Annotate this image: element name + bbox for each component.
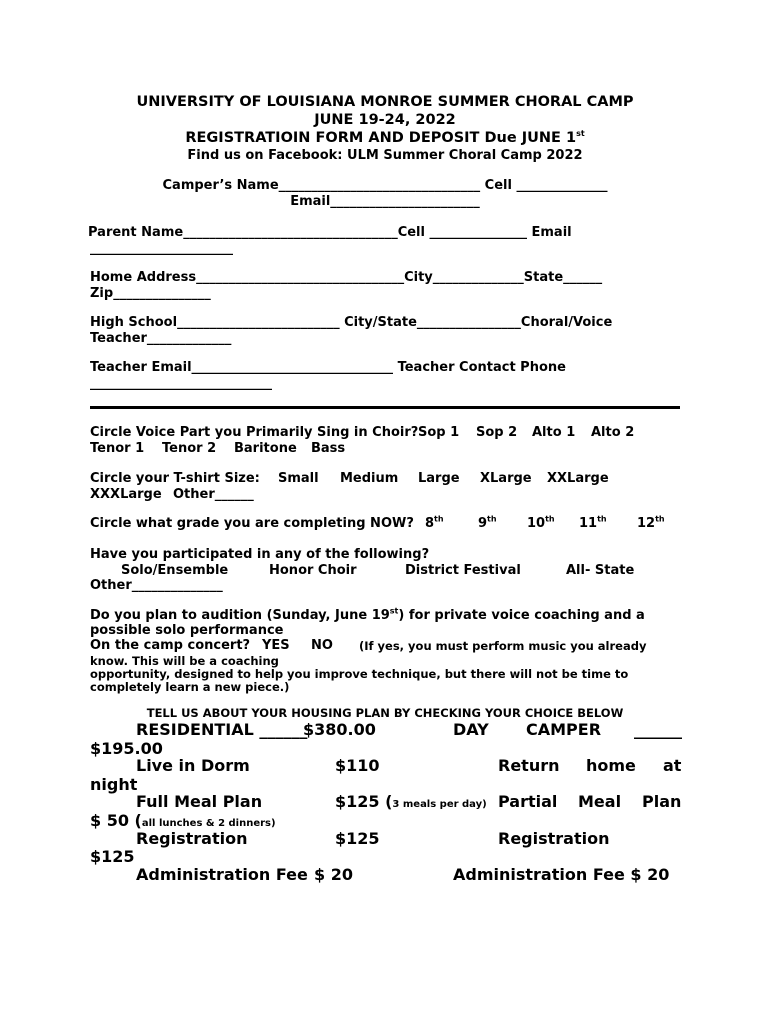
teacher-field[interactable]: Teacher_____________: [90, 331, 232, 346]
tshirt-option-xlarge[interactable]: XLarge: [480, 471, 532, 486]
participation-option-district[interactable]: District Festival: [405, 563, 521, 578]
day-camper-price: $195.00: [90, 739, 163, 758]
day-camper-label-camper: CAMPER: [526, 720, 602, 739]
tshirt-option-other[interactable]: Other______: [173, 487, 254, 502]
zip-field[interactable]: Zip_______________: [90, 286, 211, 301]
voice-option-tenor1[interactable]: Tenor 1: [90, 441, 145, 456]
tshirt-option-xxlarge[interactable]: XXLarge: [547, 471, 609, 486]
parent-email-field[interactable]: ______________________: [90, 241, 233, 256]
registration-price: $125: [335, 829, 380, 848]
participation-option-other[interactable]: Other______________: [90, 578, 223, 593]
audition-question-concert: On the camp concert?: [90, 638, 251, 653]
day-camper-option[interactable]: ______: [634, 720, 682, 739]
day-camper-label-day: DAY: [453, 720, 489, 739]
return-home-word-1: Return: [498, 756, 560, 775]
administration-fee-label: Administration Fee: [136, 865, 308, 884]
grade-prompt: Circle what grade you are completing NOW?: [90, 516, 414, 531]
teacher-email-field[interactable]: Teacher Email_______________________________ Teacher Contact Phone: [90, 360, 566, 375]
camp-title: UNIVERSITY OF LOUISIANA MONROE SUMMER CHORAL CAMP: [136, 94, 634, 110]
voice-part-prompt: Circle Voice Part you Primarily Sing in Choir?: [90, 425, 419, 440]
participation-option-solo[interactable]: Solo/Ensemble: [121, 563, 229, 578]
facebook-note: Find us on Facebook: ULM Summer Choral Camp 2022: [187, 148, 583, 163]
audition-no-option[interactable]: NO: [311, 638, 333, 653]
partial-meal-word-1: Partial: [498, 792, 558, 811]
grade-option-9[interactable]: 9th: [478, 514, 497, 531]
tshirt-option-medium[interactable]: Medium: [340, 471, 399, 486]
audition-note-line3: opportunity, designed to help you improve technique, but there will not be time to: [90, 667, 629, 681]
audition-note-line4: completely learn a new piece.): [90, 680, 290, 694]
return-home-night: night: [90, 775, 138, 794]
return-home-word-2: home: [586, 756, 636, 775]
teacher-phone-field[interactable]: ____________________________: [90, 376, 272, 391]
voice-option-alto1[interactable]: Alto 1: [532, 425, 576, 440]
grade-option-12[interactable]: 12th: [637, 514, 665, 531]
participation-prompt: Have you participated in any of the following?: [90, 547, 430, 562]
grade-option-10[interactable]: 10th: [527, 514, 555, 531]
audition-note-line2: know. This will be a coaching: [90, 654, 279, 668]
residential-option[interactable]: RESIDENTIAL ______: [136, 720, 308, 739]
live-in-dorm-price: $110: [335, 756, 380, 775]
full-meal-plan-label: Full Meal Plan: [136, 792, 263, 811]
voice-option-bass[interactable]: Bass: [311, 441, 346, 456]
administration-fee-price: $ 20: [314, 865, 353, 884]
camper-name-field[interactable]: Camper’s Name_______________________________ Cell ______________: [162, 178, 608, 193]
voice-option-baritone[interactable]: Baritone: [234, 441, 297, 456]
tshirt-option-small[interactable]: Small: [278, 471, 319, 486]
tshirt-option-xxxlarge[interactable]: XXXLarge: [90, 487, 162, 502]
audition-yes-option[interactable]: YES: [262, 638, 290, 653]
full-meal-plan-price: $125 (3 meals per day): [335, 792, 487, 811]
administration-fee-day: Administration Fee $ 20: [453, 865, 670, 884]
form-title: REGISTRATIOIN FORM AND DEPOSIT Due JUNE 1st: [185, 129, 585, 146]
voice-option-alto2[interactable]: Alto 2: [591, 425, 635, 440]
residential-price: $380.00: [303, 720, 376, 739]
partial-meal-word-3: Plan: [642, 792, 682, 811]
grade-option-8[interactable]: 8th: [425, 514, 444, 531]
participation-option-honor-choir[interactable]: Honor Choir: [269, 563, 357, 578]
audition-note: (If yes, you must perform music you already: [359, 639, 647, 653]
return-home-word-3: at: [663, 756, 682, 775]
camp-dates: JUNE 19-24, 2022: [314, 112, 456, 128]
registration-price-day: $125: [90, 847, 135, 866]
high-school-field[interactable]: High School_________________________ City/State________________Choral/Voice: [90, 315, 613, 330]
participation-option-all-state[interactable]: All- State: [566, 563, 635, 578]
grade-option-11[interactable]: 11th: [579, 514, 607, 531]
housing-heading: TELL US ABOUT YOUR HOUSING PLAN BY CHECKING YOUR CHOICE BELOW: [146, 706, 624, 720]
voice-option-sop1[interactable]: Sop 1: [418, 425, 460, 440]
home-address-field[interactable]: Home Address________________________________City______________State______: [90, 270, 603, 285]
camper-email-field[interactable]: Email_______________________: [290, 194, 480, 209]
live-in-dorm-label: Live in Dorm: [136, 756, 250, 775]
audition-question-cont: possible solo performance: [90, 623, 284, 638]
section-divider: [90, 406, 680, 409]
tshirt-option-large[interactable]: Large: [418, 471, 460, 486]
voice-option-sop2[interactable]: Sop 2: [476, 425, 518, 440]
voice-option-tenor2[interactable]: Tenor 2: [162, 441, 217, 456]
tshirt-prompt: Circle your T-shirt Size:: [90, 471, 260, 486]
registration-label: Registration: [136, 829, 248, 848]
registration-label-day: Registration: [498, 829, 610, 848]
partial-meal-price: $ 50 (all lunches & 2 dinners): [90, 811, 276, 830]
parent-name-field[interactable]: Parent Name_________________________________Cell _______________ Email: [88, 225, 572, 240]
partial-meal-word-2: Meal: [578, 792, 622, 811]
audition-question: Do you plan to audition (Sunday, June 19st) for private voice coaching and a: [90, 606, 645, 623]
